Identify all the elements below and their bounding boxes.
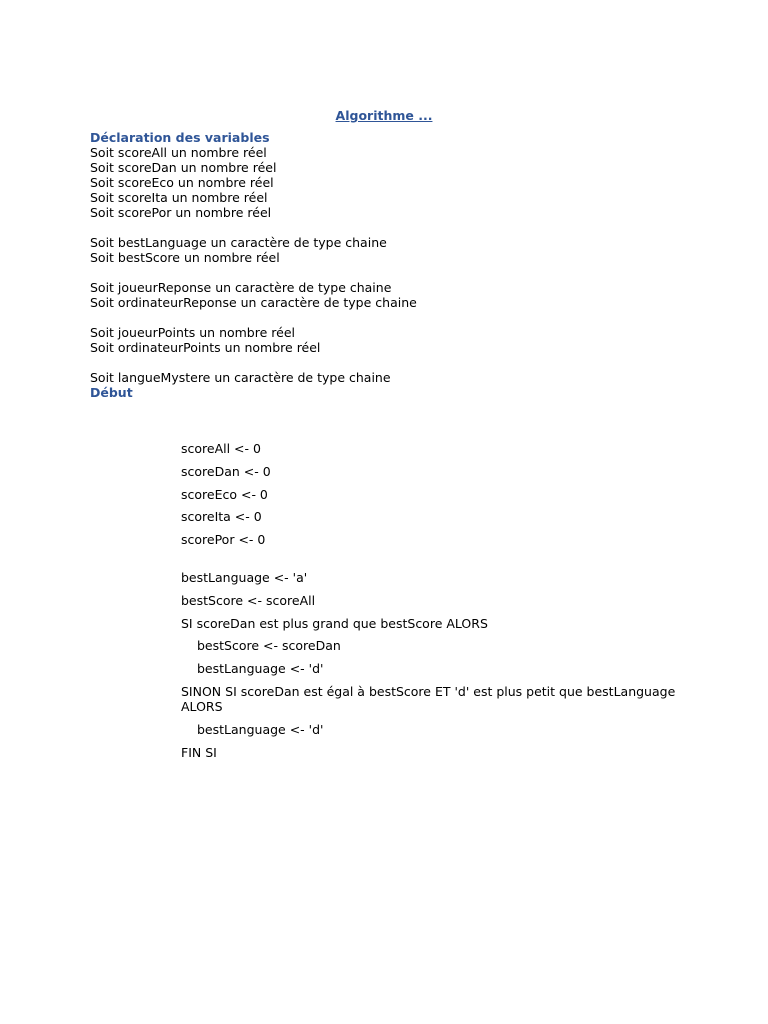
declaration-spacer: [90, 355, 730, 370]
declaration-line: Soit ordinateurPoints un nombre réel: [90, 340, 321, 355]
logic-statement: bestLanguage <- 'd': [197, 721, 324, 737]
declarations-section: [90, 130, 730, 400]
init-statement: scoreAll <- 0: [181, 441, 261, 456]
logic-statements: [181, 570, 701, 760]
declaration-line: Soit scorePor un nombre réel: [90, 205, 272, 220]
declaration-line: Soit scoreAll un nombre réel: [90, 145, 267, 160]
declaration-line: Soit scoreEco un nombre réel: [90, 175, 274, 190]
init-statements: [181, 441, 701, 547]
declaration-spacer: [90, 310, 730, 325]
declaration-line: Soit scoreIta un nombre réel: [90, 190, 268, 205]
document-title: [0, 107, 768, 125]
document-title-text: Algorithme ...: [335, 108, 433, 123]
logic-statement: SINON SI scoreDan est égal à bestScore ET 'd' est plus petit que bestLanguage ALORS: [181, 683, 676, 714]
start-heading: Début: [90, 385, 133, 400]
declaration-line: Soit ordinateurReponse un caractère de type chaine: [90, 295, 417, 310]
init-statement: scoreIta <- 0: [181, 509, 262, 525]
declaration-line: Soit bestLanguage un caractère de type chaine: [90, 235, 387, 250]
declaration-line: Soit bestScore un nombre réel: [90, 250, 280, 265]
logic-statement: SI scoreDan est plus grand que bestScore ALORS: [181, 615, 488, 631]
logic-statement: bestScore <- scoreDan: [197, 638, 341, 654]
logic-statement: bestLanguage <- 'a': [181, 569, 308, 585]
logic-statement: bestScore <- scoreAll: [181, 592, 316, 608]
declaration-line: Soit langueMystere un caractère de type chaine: [90, 370, 391, 385]
algorithm-body: [181, 441, 701, 767]
declaration-spacer: [90, 220, 730, 235]
declaration-line: Soit joueurReponse un caractère de type chaine: [90, 280, 392, 295]
init-statement: scoreEco <- 0: [181, 486, 268, 502]
declaration-line: Soit joueurPoints un nombre réel: [90, 325, 295, 340]
declaration-line: Soit scoreDan un nombre réel: [90, 160, 277, 175]
init-statement: scorePor <- 0: [181, 532, 266, 548]
logic-statement: bestLanguage <- 'd': [197, 661, 324, 677]
declarations-heading: Déclaration des variables: [90, 130, 270, 145]
statement-gap: [181, 555, 701, 570]
declaration-spacer: [90, 265, 730, 280]
logic-statement: FIN SI: [181, 744, 217, 760]
init-statement: scoreDan <- 0: [181, 463, 271, 479]
declaration-groups: [90, 145, 730, 385]
